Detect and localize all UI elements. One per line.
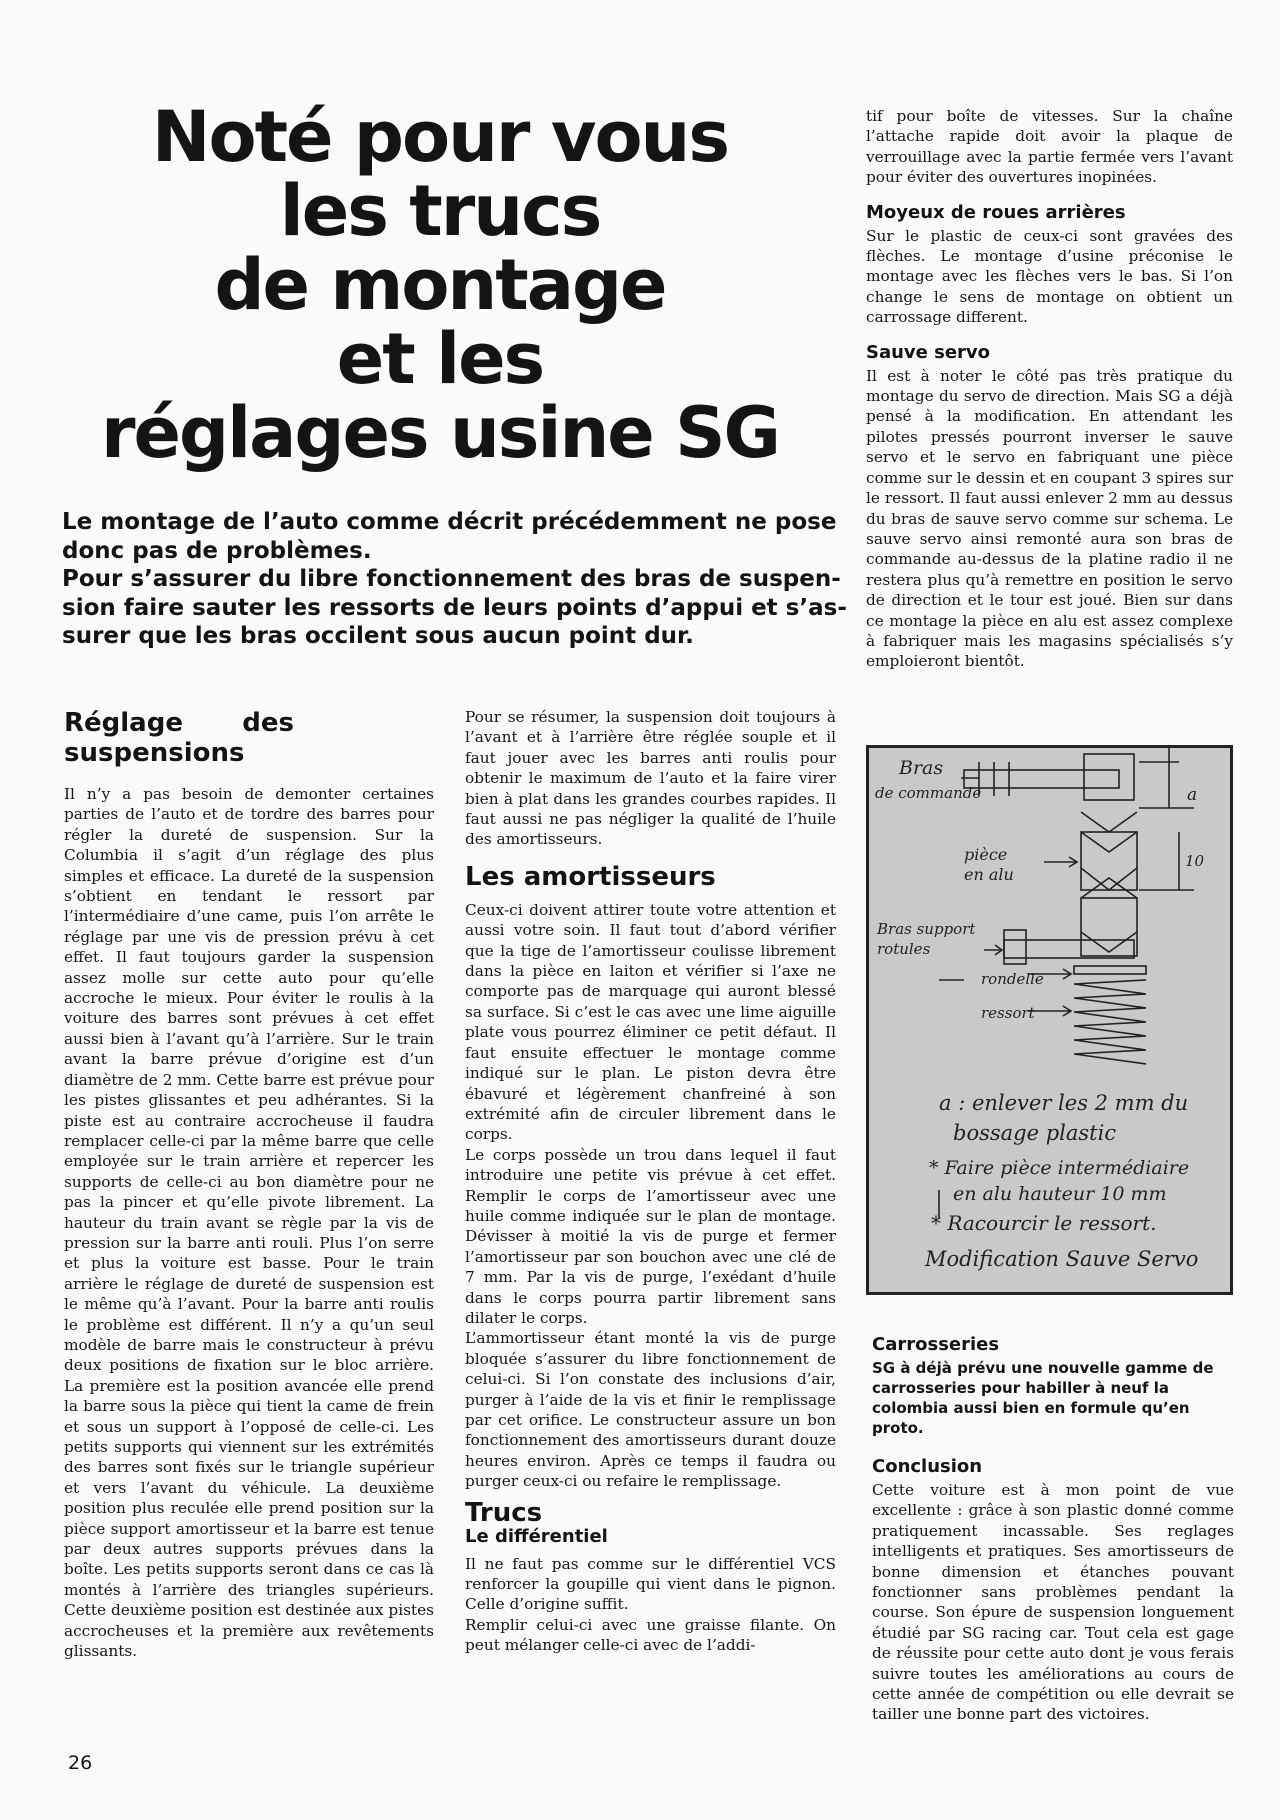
column-2	[465, 707, 836, 1656]
label-rotules: rotules	[877, 940, 931, 958]
body-paragraph: Remplir celui-ci avec une graisse filante. On peut mélanger celle-ci avec de l’addi-	[465, 1615, 836, 1655]
body-paragraph: L’ammortisseur étant monté la vis de purge bloquée s’assurer du libre fonctionnement de celui-ci. Si l’on constate des inclusions d’air, purger à l’aide de la vis et finir le remplissage par cet orifice. Le constructeur assure un bon fonctionnement des amortisseurs durant douze heures environ. Après ce temps il faudra ou purger ceux-ci ou refaire le remplissage.	[465, 1329, 836, 1491]
label-de-commande: de commande	[875, 784, 982, 802]
body-paragraph: Il n’y a pas besoin de demonter certaines parties de l’auto et de tordre des barres pour régler la dureté de suspension. Sur la Columbia il s’agit d’un réglage des plus simples et efficace. La dureté de la suspension s’obtient en tendant le ressort par l’intermédiaire d’une came, puis l’on arrête le réglage par une vis de pression prévu à cet effet. Il faut toujours garder la suspension assez molle sur cette auto pour qu’elle accroche le mieux. Pour éviter le roulis à la voiture des barres sont prévues à cet effet aussi bien à l’avant qu’à l’arrière. Sur le train avant la barre prévue d’origine est d’un diamètre de 2 mm. Cette barre est prévue pour les pistes glissantes et peu adhérantes. Si la piste est au contraire accrocheuse il faudra remplacer celle-ci par la même barre que celle employée sur le train arrière et repercer les supports de celle-ci au bon diamètre pour ne pas la pincer et qu’elle pivote librement. La hauteur du train avant se règle par la vis de pression sur la barre anti rouli. Plus l’on serre et plus la voiture est basse. Pour le train arrière le réglage de dureté de suspension est le même qu’à l’avant. Pour la barre anti roulis le problème est différent. Il n’y a qu’un seul modèle de barre mais le constructeur à prévu deux positions de fixation sur le bloc arrière. La première est la position avancée elle prend la barre sous la pièce qui tient la came de frein et sous un support à l’opposé de celle-ci. Les petits supports qui viennent sur les extrémités des barres sont fixés sur le triangle supérieur et vers l’avant du véhicule. La deuxième position plus reculée elle prend position sur la pièce support amortisseur et la barre est tenue par deux autres supports prévues dans la boîte. Les petits supports seront dans ce cas là montés à l’arrière des triangles supérieurs. Cette deuxième position est destinée aux pistes accrocheuses et la première aux revêtements glissants.	[64, 785, 434, 1661]
intro-paragraph: Pour s’assurer du libre fonctionnement des bras de suspen-sion faire sauter les ressorts de leurs points d’appui et s’as-surer que les bras occilent sous aucun point dur.	[62, 566, 847, 649]
title-line: Noté pour vous	[151, 96, 729, 178]
label-bras-support: Bras support	[877, 920, 976, 938]
note-line: * Racourcir le ressort.	[931, 1211, 1157, 1235]
body-paragraph: Pour se résumer, la suspension doit toujours à l’avant et à l’arrière être réglée souple et il faut jouer avec les barres anti roulis pour obtenir le maximum de l’auto et la faire virer bien à plat dans les grandes courbes rapides. Il faut aussi ne pas négliger la qualité de l’huile des amortisseurs.	[465, 708, 836, 849]
body-paragraph: Le corps possède un trou dans lequel il faut introduire une petite vis prévue à cet effet. Remplir le corps de l’amortisseur avec une huile comme indiquée sur le plan de montage. Dévisser à moitié la vis de purge et fermer l’amortisseur par son bouchon avec une clé de 7 mm. Par la vis de purge, l’exédant d’huile dans le corps pourra partir librement sans dilater le corps.	[465, 1145, 836, 1327]
column-3-bottom	[872, 1334, 1234, 1725]
label-bras: Bras	[899, 757, 944, 779]
sub-heading: Carrosseries	[872, 1334, 1000, 1355]
section-heading: Trucs	[465, 1497, 543, 1528]
title-line: les trucs	[279, 170, 601, 252]
section-heading: Les amortisseurs	[465, 861, 716, 892]
note-line: bossage plastic	[953, 1121, 1117, 1145]
sub-heading: Moyeux de roues arrières	[866, 201, 1126, 223]
body-paragraph: tif pour boîte de vitesses. Sur la chaîne l’attache rapide doit avoir la plaque de verrouillage avec la partie fermée vers l’avant pour éviter des ouvertures inopinées.	[866, 107, 1233, 187]
title-line: et les	[336, 318, 544, 400]
label-piece: pièce	[964, 845, 1008, 864]
intro-paragraph: Le montage de l’auto comme décrit précédemment ne pose donc pas de problèmes.	[62, 509, 837, 564]
intro-lead	[62, 508, 852, 651]
label-dim-10: 10	[1185, 852, 1205, 870]
body-paragraph: Ceux-ci doivent attirer toute votre attention et aussi votre soin. Il faut tout d’abord vérifier que la tige de l’amortisseur coulisse librement dans la pièce en laiton et vérifier si l’axe ne comporte pas de marquage qui auront blessé sa surface. Si c’est le cas avec une lime aiguille plate vous pourrez éliminer ce petit défaut. Il faut ensuite effectuer le montage comme indiqué sur le plan. Le piston devra être ébavuré et légèrement chanfreiné à son extrémité afin de circuler librement dans le corps.	[465, 900, 836, 1144]
sub-heading: Sauve servo	[866, 341, 991, 363]
section-heading: Réglage des suspensions	[64, 708, 294, 768]
column-1	[64, 708, 434, 1661]
note-line: * Faire pièce intermédiaire	[929, 1157, 1190, 1179]
sub-heading: Conclusion	[872, 1456, 983, 1477]
page-number: 26	[68, 1752, 93, 1774]
sub-heading: Le différentiel	[465, 1525, 608, 1547]
bold-paragraph: SG à déjà prévu une nouvelle gamme de carrosseries pour habiller à neuf la colombia aussi bien en formule qu’en proto.	[872, 1359, 1214, 1437]
article-title	[60, 96, 820, 474]
body-paragraph: Il ne faut pas comme sur le différentiel VCS renforcer la goupille qui vient dans le pignon. Celle d’origine suffit.	[465, 1554, 836, 1614]
label-dim-a: a	[1187, 785, 1198, 805]
body-paragraph: Il est à noter le côté pas très pratique du montage du servo de direction. Mais SG a déjà pensé à la modification. En attendant les pilotes pressés pourront inverser le sauve servo et le servo en fabriquant une pièce comme sur le dessin et en coupant 3 spires sur le ressort. Il faut aussi enlever 2 mm au dessus du bras de sauve servo comme sur schema. Le sauve servo ainsi remonté aura son bras de commande au-dessus de la platine radio il ne restera plus qu’à remettre en position le servo de direction et le tour est joué. Bien sur dans ce montage la pièce en alu est assez complexe à fabriquer mais les magasins spécialisés s’y emploieront bientôt.	[866, 366, 1233, 671]
column-3-top	[866, 106, 1233, 672]
note-line: a : enlever les 2 mm du	[939, 1091, 1189, 1115]
body-paragraph: Sur le plastic de ceux-ci sont gravées des flèches. Le montage d’usine préconise le montage avec les flèches vers le bas. Si l’on change le sens de montage on obtient un carrossage different.	[866, 226, 1233, 327]
label-ressort: ressort	[981, 1004, 1035, 1022]
note-line: en alu hauteur 10 mm	[953, 1183, 1167, 1205]
note-caption: Modification Sauve Servo	[925, 1247, 1199, 1271]
title-line: réglages usine SG	[101, 392, 779, 474]
label-rondelle: rondelle	[981, 970, 1044, 988]
title-line: de montage	[214, 244, 666, 326]
sauve-servo-drawing	[866, 745, 1233, 1295]
body-paragraph: Cette voiture est à mon point de vue excellente : grâce à son plastic donné comme pratiquement incassable. Ses reglages intelligents et pratiques. Ses amortisseurs de bonne dimension et étanches pouvant fonctionner sans problèmes pendant la course. Son épure de suspension longuement étudié par SG racing car. Tout cela est gage de réussite pour cette auto dont je vous ferais suivre toutes les améliorations au cours de cette année de compétition ou elle devrait se tailler une bonne part des victoires.	[872, 1481, 1234, 1724]
label-en-alu: en alu	[964, 865, 1014, 884]
